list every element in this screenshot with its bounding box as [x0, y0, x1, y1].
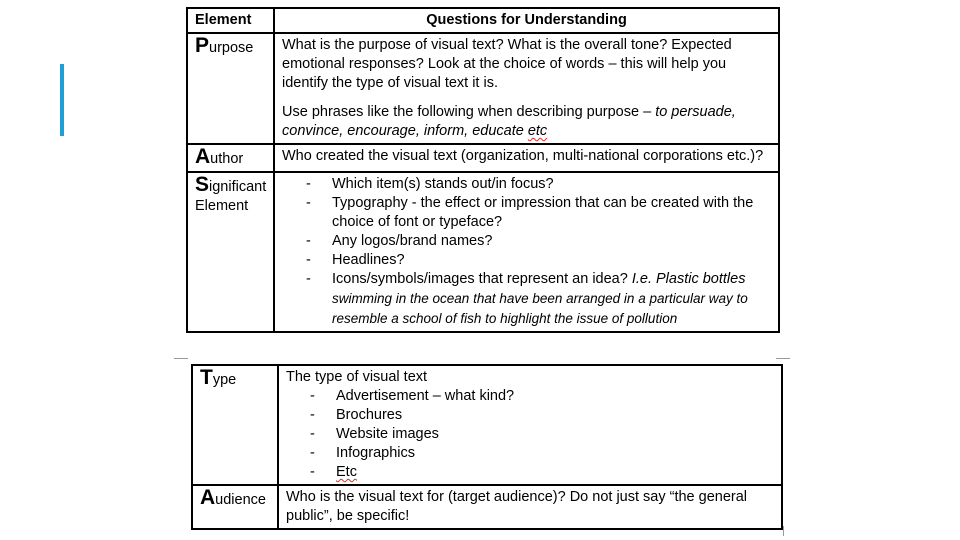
past-table-top — [186, 7, 780, 333]
purpose-question: What is the purpose of visual text? What is the overall tone? Expected emotional responses? Look at the choice of words – this will help you identify the type of visual text it is. — [282, 37, 732, 91]
paste-corner-mark — [776, 352, 790, 359]
element-initial: A — [195, 145, 211, 168]
table-row-audience — [192, 485, 782, 529]
paste-corner-mark — [174, 352, 188, 359]
paste-corner-mark — [783, 526, 788, 536]
element-initial: A — [200, 486, 216, 509]
list-item: - Headlines? — [306, 251, 771, 270]
list-item: - Which item(s) stands out/in focus? — [306, 175, 771, 194]
element-label: urpose — [209, 40, 254, 56]
list-item: - Etc — [310, 463, 774, 482]
question-cell-purpose — [274, 33, 779, 144]
table-row-author — [187, 144, 779, 172]
question-cell-type — [278, 365, 782, 485]
element-cell-author — [187, 144, 274, 172]
element-cell-purpose — [187, 33, 274, 144]
significant-list — [282, 175, 771, 329]
element-label: udience — [215, 492, 266, 508]
list-item: - Website images — [310, 425, 774, 444]
element-initial: P — [195, 34, 210, 57]
table-row-type — [192, 365, 782, 485]
type-intro: The type of visual text — [286, 369, 428, 385]
list-item: - Icons/symbols/images that represent an idea? I.e. Plastic bottles swimming in the ocean that have been arranged in a particular way to resemble a school of fish to highlight the issue of pollution — [306, 270, 771, 329]
header-questions: Questions for Understanding — [274, 8, 779, 33]
list-item: - Typography - the effect or impression that can be created with the choice of font or typeface? — [306, 194, 771, 232]
slide-accent-bar — [60, 64, 64, 136]
question-cell-author: Who created the visual text (organization, multi-national corporations etc.)? — [274, 144, 779, 172]
element-cell-type — [192, 365, 278, 485]
list-item: - Advertisement – what kind? — [310, 387, 774, 406]
type-list — [286, 387, 774, 482]
element-cell-audience — [192, 485, 278, 529]
element-label: ignificant — [209, 179, 267, 195]
header-element: Element — [187, 8, 274, 33]
question-cell-audience: Who is the visual text for (target audience)? Do not just say “the general public”, be specific! — [278, 485, 782, 529]
table-row-purpose — [187, 33, 779, 144]
element-label: ype — [212, 372, 237, 388]
list-item: - Infographics — [310, 444, 774, 463]
question-cell-significant — [274, 172, 779, 332]
element-initial: T — [200, 366, 213, 389]
element-cell-significant — [187, 172, 274, 332]
element-label: uthor — [210, 151, 244, 167]
past-table-bottom — [191, 364, 783, 530]
table-row-significant — [187, 172, 779, 332]
purpose-phrases: Use phrases like the following when describing purpose – to persuade, convince, encourage, inform, educate etc — [282, 104, 736, 139]
list-item: - Brochures — [310, 406, 774, 425]
table-header-row — [187, 8, 779, 33]
element-label-line2: Element — [195, 198, 249, 214]
element-initial: S — [195, 173, 210, 196]
list-item: - Any logos/brand names? — [306, 232, 771, 251]
